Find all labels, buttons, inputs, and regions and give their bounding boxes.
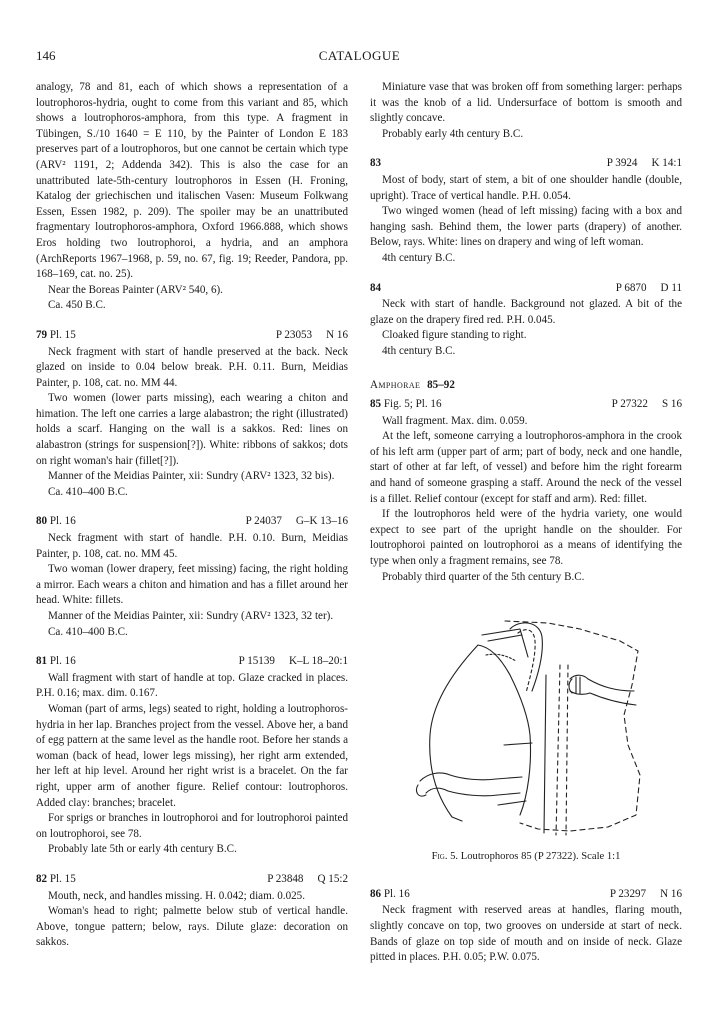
entry-number: 84 bbox=[370, 281, 382, 294]
left-column bbox=[36, 80, 348, 951]
catalogue-entry-85 bbox=[370, 397, 682, 585]
entry-number: 85 bbox=[370, 398, 382, 411]
entry-paragraph: For sprigs or branches in loutrophoroi and for loutrophoroi painted on loutrophoroi, see 78. bbox=[36, 812, 348, 840]
entry-number: 81 bbox=[36, 655, 48, 668]
section-range: 85–92 bbox=[427, 378, 455, 391]
section-heading bbox=[370, 378, 682, 394]
inventory-number: P 23848 bbox=[267, 872, 304, 885]
entry-paragraph: Neck fragment with reserved areas at handles, flaring mouth, slightly concave on top, two grooves on underside at start of neck. Bands of glaze on top side of mouth and on inside of neck. Glaze pitted in places. P.H. 0.05; P.W. 0.075. bbox=[370, 904, 682, 964]
catalogue-entry-79 bbox=[36, 328, 348, 501]
plate-ref: Fig. 5; Pl. 16 bbox=[383, 398, 442, 411]
grid-ref: K–L 18–20:1 bbox=[288, 655, 348, 668]
date-line: Probably early 4th century B.C. bbox=[382, 127, 524, 140]
catalogue-entry-80 bbox=[36, 514, 348, 640]
entry-paragraph: Two woman (lower drapery, feet missing) facing, the right holding a mirror. Each wears a chiton and himation and has a fillet around her head. White: fillets. bbox=[36, 563, 348, 607]
entry-paragraph: If the loutrophoros held were of the hydria variety, one would expect to see part of the upright handle on the shoulder. For loutrophoroi painted on loutrophoroi as a means of identifying the type when only a fragment remains, see 78. bbox=[370, 508, 682, 568]
section-label: Amphorae bbox=[370, 378, 421, 391]
date-line: Probably third quarter of the 5th century B.C. bbox=[382, 570, 585, 583]
fragment-line-drawing bbox=[370, 595, 682, 845]
entry-paragraph: Most of body, start of stem, a bit of one shoulder handle (double, upright). Trace of vertical handle. P.H. 0.054. bbox=[370, 173, 682, 202]
date-line: Ca. 410–400 B.C. bbox=[48, 625, 128, 638]
grid-ref: D 11 bbox=[660, 281, 682, 294]
entry-number: 79 bbox=[36, 328, 48, 341]
entry-number: 86 bbox=[370, 887, 382, 900]
grid-ref: N 16 bbox=[660, 887, 682, 900]
catalogue-entry-86 bbox=[370, 887, 682, 966]
entry-paragraph: Mouth, neck, and handles missing. H. 0.042; diam. 0.025. bbox=[48, 889, 305, 902]
entry-paragraph: Cloaked figure standing to right. bbox=[382, 329, 527, 342]
entry-heading bbox=[36, 328, 348, 344]
entry-paragraph: Neck with start of handle. Background not glazed. A bit of the glaze on the drapery fired red. P.H. 0.045. bbox=[370, 298, 682, 326]
entry-number: 80 bbox=[36, 515, 48, 528]
plate-ref: Pl. 15 bbox=[49, 328, 76, 341]
entry-heading bbox=[36, 654, 348, 670]
entry-heading bbox=[370, 887, 682, 903]
entry-heading bbox=[370, 281, 682, 297]
attribution: Near the Boreas Painter (ARV² 540, 6). bbox=[48, 283, 223, 296]
date-line: Probably late 5th or early 4th century B.C. bbox=[48, 843, 237, 856]
inventory-number: P 3924 bbox=[606, 157, 638, 170]
catalogue-entry-83 bbox=[370, 156, 682, 266]
inventory-number: P 27322 bbox=[611, 398, 648, 411]
date-line: 4th century B.C. bbox=[382, 251, 456, 264]
inventory-number: P 6870 bbox=[615, 281, 647, 294]
entry-paragraph: Neck fragment with start of handle. P.H. 0.10. Burn, Meidias Painter, p. 108, cat. no. MM 45. bbox=[36, 532, 348, 560]
page-header bbox=[36, 48, 683, 68]
entry-paragraph: Woman (part of arms, legs) seated to right, holding a loutrophoros-hydria in her lap. Branches project from the vessel. Above her, a band of egg pattern at the same level as the handle root. Before her stands a woman (back of head, lower legs missing), her right arm extended, her left at hip level. Around her right wrist is a bracelet. On the far right, upper arm of another figure. Relief contour: loutrophoros. Added clay: branches; bracelet. bbox=[36, 702, 348, 809]
plate-ref: Pl. 16 bbox=[49, 515, 76, 528]
inventory-number: P 24037 bbox=[245, 515, 282, 528]
plate-ref: Pl. 16 bbox=[383, 887, 410, 900]
catalogue-entry-82 bbox=[36, 872, 348, 951]
entry-paragraph: Wall fragment. Max. dim. 0.059. bbox=[382, 414, 528, 427]
figure-caption bbox=[370, 849, 682, 865]
inventory-number: P 23297 bbox=[609, 887, 647, 900]
figure-label: Fig. 5. bbox=[431, 851, 459, 863]
plate-ref: Pl. 16 bbox=[49, 655, 76, 668]
right-column bbox=[370, 80, 682, 966]
entry-heading bbox=[370, 397, 682, 413]
inventory-number: P 23053 bbox=[275, 328, 313, 341]
entry-heading bbox=[36, 872, 348, 888]
date-line: 4th century B.C. bbox=[382, 344, 456, 357]
grid-ref: N 16 bbox=[326, 328, 348, 341]
grid-ref: S 16 bbox=[661, 398, 682, 411]
page-number: 146 bbox=[36, 48, 56, 63]
grid-ref: K 14:1 bbox=[651, 157, 682, 170]
inventory-number: P 15139 bbox=[238, 655, 275, 668]
date-line: Ca. 450 B.C. bbox=[48, 299, 106, 312]
loutrophoros-drawing bbox=[370, 595, 682, 845]
intro-paragraph: analogy, 78 and 81, each of which shows a representation of a loutrophoros-hydria, ought to come from this variant and 85, which shows a loutrophoros-amphora, from this type. A fragment in Tübingen, S./10 1640 = E 110, by the Painter of London E 183 preserves part of a loutrophoros, but one cannot be certain which type (ARV² 1191, 2; Addenda 342). This is also the case for an unattributed late-5th-century loutrophoros in Essen (H. Froning, Katalog der griechischen und italischen Vasen: Museum Folkwang Essen, Essen 1982, p. 209). The spoiler may be an unattributed fragmentary loutrophoros-amphora, Oxford 1966.888, which shows Eros holding two loutrophoroi, a hydria, and an amphora (ArchReports 1967–1968, p. 59, no. 67, fig. 19; Reeder, Pandora, pp. 168–169, cat. no. 25). bbox=[36, 81, 348, 281]
entry-paragraph: Neck fragment with start of handle preserved at the back. Neck glazed on inside to 0.04 below break. P.H. 0.11. Burn, Meidias Painter, p. 108, cat. no. MM 44. bbox=[36, 345, 348, 389]
running-title: CATALOGUE bbox=[318, 48, 401, 63]
entry-paragraph: Manner of the Meidias Painter, xii: Sundry (ARV² 1323, 32 ter). bbox=[48, 610, 334, 622]
entry-paragraph: Two winged women (head of left missing) facing with a box and hanging sash. Behind them, the lower parts (drapery) of another. Below, rays. White: lines on drapery and wing of left woman. bbox=[370, 205, 682, 249]
entry-paragraph: Two women (lower parts missing), each wearing a chiton and himation. The left one carries a large alabastron; the right (illustrated) holds a scarf. Hanging on the wall is a sakkos. Red: lines on alabastron (strings for suspension[?]). White: ribbons of sakkos; dots on right woman's hair (fillet[?]). bbox=[36, 392, 348, 467]
entry-number: 83 bbox=[370, 157, 382, 170]
entry-paragraph: At the left, someone carrying a loutrophoros-amphora in the crook of his left arm (upper part of arm; part of body, neck and one handle, start of other at far left, of vessel) and before him the right forearm and hand of someone grasping a staff. Around the neck of the vessel is a fillet. Relief contour (except for staff and arm). Red: fillet. bbox=[370, 430, 682, 505]
date-line: Ca. 410–400 B.C. bbox=[48, 485, 128, 498]
entry-paragraph: Woman's head to right; palmette below stub of vertical handle. Above, tongue pattern; below, rays. Dilute glaze: decoration on sakkos. bbox=[36, 905, 348, 949]
figure-5 bbox=[370, 595, 682, 865]
entry-paragraph: Wall fragment with start of handle at top. Glaze cracked in places. P.H. 0.16; max. dim. 0.167. bbox=[36, 671, 348, 700]
entry-paragraph: Manner of the Meidias Painter, xii: Sundry (ARV² 1323, 32 bis). bbox=[48, 470, 335, 483]
entry-paragraph: Miniature vase that was broken off from something larger: perhaps it was the knob of a lid. Undersurface of bottom is smooth and slightly concave. bbox=[370, 81, 682, 125]
figure-caption-text: Loutrophoros 85 (P 27322). Scale 1:1 bbox=[460, 851, 621, 863]
plate-ref: Pl. 15 bbox=[49, 872, 76, 885]
entry-heading bbox=[36, 514, 348, 530]
grid-ref: Q 15:2 bbox=[317, 872, 348, 885]
catalogue-entry-84 bbox=[370, 281, 682, 360]
entry-heading bbox=[370, 156, 682, 172]
catalogue-entry-81 bbox=[36, 654, 348, 858]
entry-number: 82 bbox=[36, 872, 48, 885]
grid-ref: G–K 13–16 bbox=[295, 515, 348, 528]
